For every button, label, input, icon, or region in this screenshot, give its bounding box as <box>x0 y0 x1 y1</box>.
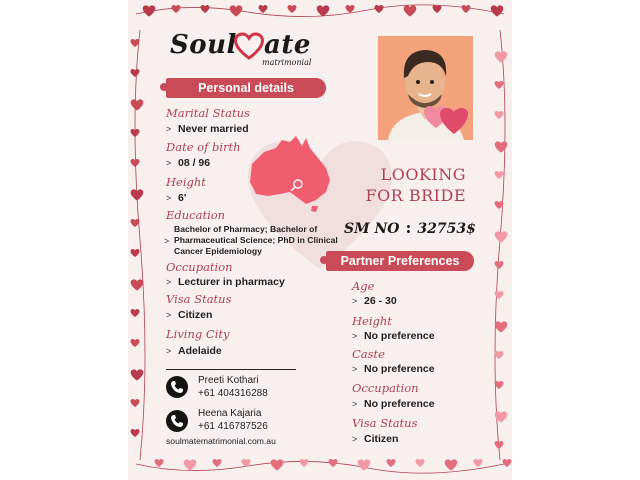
contact-phone-2[interactable]: +61 416787526 <box>198 421 268 432</box>
border-heart-icon <box>155 459 164 467</box>
logo-subtitle: matrimonial <box>262 58 312 67</box>
personal-details-title: Personal details <box>198 81 294 95</box>
pref-age-value: > 26 - 30 <box>352 295 397 307</box>
border-heart-icon <box>230 5 243 16</box>
phone-icon <box>166 410 188 432</box>
border-heart-icon <box>491 5 504 16</box>
living-city-value: > Adelaide <box>166 345 222 357</box>
border-heart-icon <box>495 321 508 332</box>
border-heart-icon <box>503 459 512 467</box>
visa-status-label: Visa Status <box>166 292 232 306</box>
contact-divider <box>166 369 296 370</box>
chevron-right-icon: > <box>352 331 358 341</box>
border-heart-icon <box>404 5 417 16</box>
border-heart-icon <box>184 459 197 470</box>
border-heart-icon <box>375 5 384 13</box>
height-value: > 6' <box>166 192 187 204</box>
border-heart-icon <box>433 5 442 13</box>
pref-age-label: Age <box>352 279 375 293</box>
chevron-right-icon: > <box>352 364 358 374</box>
occupation-value: > Lecturer in pharmacy <box>166 276 285 288</box>
border-heart-icon <box>259 5 268 13</box>
border-heart-icon <box>495 231 508 242</box>
pref-caste-value: > No preference <box>352 363 435 375</box>
border-heart-icon <box>317 5 330 16</box>
logo-text-right: ate <box>264 30 311 60</box>
visa-status-value: > Citizen <box>166 309 213 321</box>
date-of-birth-value: > 08 / 96 <box>166 157 211 169</box>
chevron-right-icon: > <box>352 399 358 409</box>
chevron-right-icon: > <box>166 277 172 287</box>
border-heart-icon <box>358 459 371 470</box>
border-heart-icon <box>131 69 140 77</box>
border-heart-icon <box>131 159 140 167</box>
marital-status-value: > Never married <box>166 123 249 135</box>
brand-logo <box>170 30 330 72</box>
border-heart-icon <box>495 81 504 89</box>
pref-visa-value: > Citizen <box>352 433 399 445</box>
profile-photo <box>378 36 473 140</box>
chevron-right-icon: > <box>352 296 358 306</box>
border-heart-icon <box>131 219 140 227</box>
personal-details-header <box>166 78 326 98</box>
chevron-right-icon: > <box>166 193 172 203</box>
border-heart-icon <box>131 249 140 257</box>
chevron-right-icon: > <box>166 346 172 356</box>
border-heart-icon <box>131 279 144 290</box>
logo-text-left: Soul <box>170 30 237 60</box>
chevron-right-icon: > <box>166 158 172 168</box>
sm-label: SM NO <box>344 221 400 237</box>
border-heart-icon <box>495 441 504 449</box>
height-label: Height <box>166 175 206 189</box>
border-heart-icon <box>131 369 144 380</box>
pref-height-value: > No preference <box>352 330 435 342</box>
border-heart-icon <box>495 111 504 119</box>
living-city-label: Living City <box>166 327 230 341</box>
border-heart-icon <box>131 339 140 347</box>
border-heart-icon <box>462 5 471 13</box>
date-of-birth-label: Date of birth <box>166 140 241 154</box>
border-heart-icon <box>346 5 355 13</box>
partner-preferences-title: Partner Preferences <box>340 254 460 268</box>
phone-icon <box>166 376 188 398</box>
border-heart-icon <box>131 99 144 110</box>
border-heart-icon <box>288 5 297 13</box>
chevron-right-icon: > <box>352 434 358 444</box>
looking-for-bride-heading: LOOKING FOR BRIDE <box>365 165 466 205</box>
contact-name-2: Heena Kajaria <box>198 408 262 419</box>
matrimonial-poster <box>128 0 512 480</box>
pref-height-label: Height <box>352 314 392 328</box>
sm-value: 32753$ <box>417 221 476 237</box>
border-heart-icon <box>172 5 181 13</box>
border-heart-icon <box>445 459 458 470</box>
marital-status-label: Marital Status <box>166 106 250 120</box>
contact-phone-1[interactable]: +61 404316288 <box>198 388 268 399</box>
chevron-right-icon: > <box>166 124 172 134</box>
website-link[interactable]: soulmatematrimonial.com.au <box>166 436 276 446</box>
border-heart-icon <box>213 459 222 467</box>
pref-occupation-label: Occupation <box>352 381 419 395</box>
border-heart-icon <box>271 459 284 470</box>
border-heart-icon <box>474 459 483 467</box>
border-heart-icon <box>495 171 504 179</box>
border-heart-icon <box>143 5 156 16</box>
australia-map-icon <box>246 134 336 214</box>
pref-caste-label: Caste <box>352 347 385 361</box>
border-heart-icon <box>131 399 140 407</box>
border-heart-icon <box>416 459 425 467</box>
border-heart-icon <box>131 429 140 437</box>
border-heart-icon <box>495 291 504 299</box>
border-heart-icon <box>495 351 504 359</box>
border-heart-icon <box>387 459 396 467</box>
chevron-right-icon: > <box>164 236 170 246</box>
contact-name-1: Preeti Kothari <box>198 375 259 386</box>
sm-number <box>344 218 476 237</box>
education-value: Bachelor of Pharmacy; Bachelor of Pharmaceutical Science; PhD in Clinical Cancer Epidemiology <box>174 224 338 256</box>
border-heart-icon <box>495 51 508 62</box>
occupation-label: Occupation <box>166 260 233 274</box>
heart-logo-icon <box>234 32 264 60</box>
pref-occupation-value: > No preference <box>352 398 435 410</box>
partner-preferences-header <box>326 251 474 271</box>
sm-colon: : <box>405 218 412 237</box>
border-heart-icon <box>300 459 309 467</box>
pref-visa-label: Visa Status <box>352 416 418 430</box>
border-heart-icon <box>495 141 508 152</box>
border-heart-icon <box>329 459 338 467</box>
border-heart-icon <box>201 5 210 13</box>
border-heart-icon <box>131 309 140 317</box>
chevron-right-icon: > <box>166 310 172 320</box>
education-label: Education <box>166 208 226 222</box>
border-heart-icon <box>495 261 504 269</box>
